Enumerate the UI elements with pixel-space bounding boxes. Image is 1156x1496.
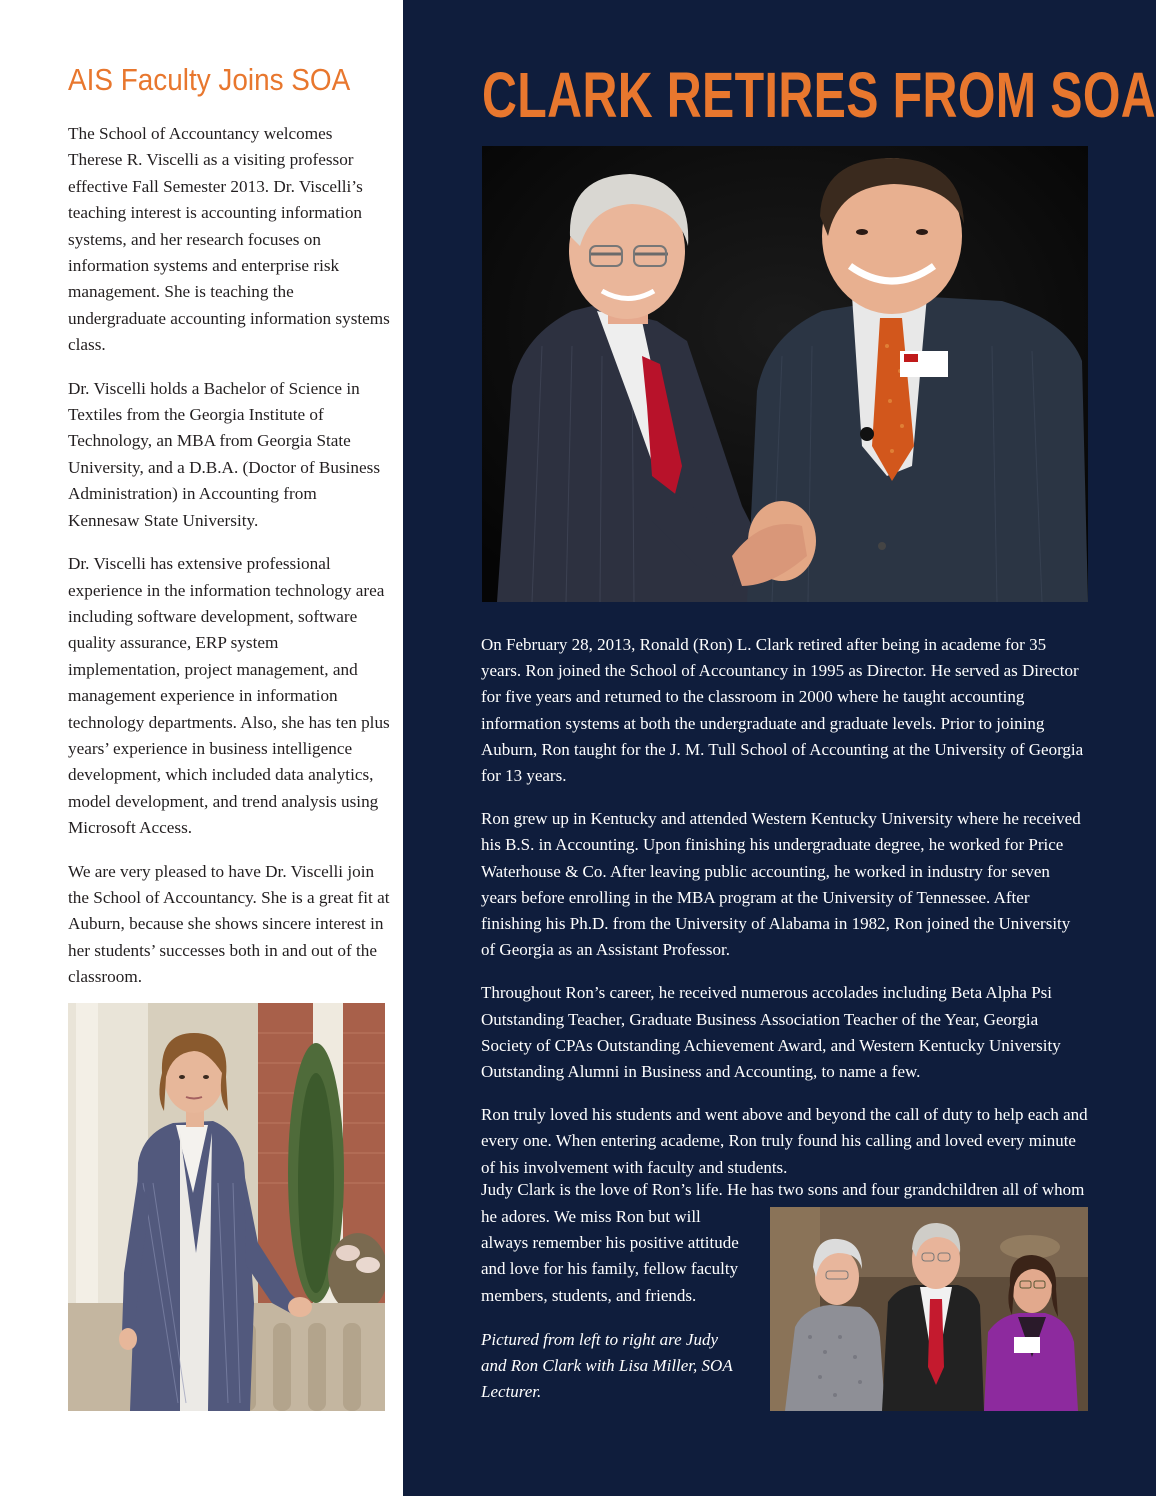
handshake-photo [482,146,1088,602]
photo-caption: Pictured from left to right are Judy and Ron Clark with Lisa Miller, SOA Lecturer. [481,1330,733,1402]
left-paragraph: The School of Accountancy welcomes Therese R. Viscelli as a visiting professor effective Fall Semester 2013. Dr. Viscelli’s teaching interest is accounting information systems, and her research focuses on information systems and enterprise risk management. She is teaching the undergraduate accounting information systems class. [68,124,390,355]
right-paragraph: Ron truly loved his students and went above and beyond the call of duty to help each and every one. When entering academe, Ron truly found his calling and loved every minute of his involvement with faculty and students. [481,1105,1088,1177]
article-title: CLARK RETIRES FROM SOA [482,59,1156,131]
left-article-body [68,121,390,1008]
viscelli-photo [68,1003,385,1411]
left-paragraph: Dr. Viscelli has extensive professional experience in the information technology area including software development, software quality assurance, ERP system implementation, project management, and management experience in information technology departments. Also, she has ten plus years’ experience in business intelligence development, which included data analytics, model development, and trend analysis using Microsoft Access. [68,554,390,838]
final-paragraph-first-line: Judy Clark is the love of Ron’s life. He has two sons and four grandchildren all of whom [481,1180,1085,1199]
left-paragraph: We are very pleased to have Dr. Viscelli join the School of Accountancy. She is a great fit at Auburn, because she shows sincere interest in her students’ successes both in and out of the classroom. [68,861,390,987]
group-photo [770,1207,1088,1411]
right-paragraph: Throughout Ron’s career, he received numerous accolades including Beta Alpha Psi Outstanding Teacher, Graduate Business Association Teacher of the Year, Georgia Society of CPAs Outstanding Achievement Award, and Western Kentucky University Outstanding Alumni in Business and Accounting, to name a few. [481,983,1061,1082]
left-paragraph: Dr. Viscelli holds a Bachelor of Science in Textiles from the Georgia Institute of Technology, an MBA from Georgia State University, and a D.B.A. (Doctor of Business Administration) in Accounting from Kennesaw State University. [68,378,381,530]
right-article-body [481,632,1088,1198]
final-paragraph-wrapped: he adores. We miss Ron but will always remember his positive attitude and love for his family, fellow faculty members, students, and friends. [481,1207,739,1305]
right-paragraph: Ron grew up in Kentucky and attended Western Kentucky University where he received his B.S. in Accounting. Upon finishing his undergraduate degree, he worked for Price Waterhouse & Co. After leaving public accounting, he worked in industry for seven years before enrolling in the MBA program at the University of Tennessee. After finishing his Ph.D. from the University of Alabama in 1982, Ron joined the University of Georgia as an Assistant Professor. [481,809,1081,960]
left-heading: AIS Faculty Joins SOA [68,62,351,97]
right-paragraph: On February 28, 2013, Ronald (Ron) L. Clark retired after being in academe for 35 years. Ron joined the School of Accountancy in 1995 as Director. He served as Director for five years and returned to the classroom in 2000 where he taught accounting information systems at both the undergraduate and graduate levels. Prior to joining Auburn, Ron taught for the J. M. Tull School of Accounting at the University of Georgia for 13 years. [481,635,1084,786]
